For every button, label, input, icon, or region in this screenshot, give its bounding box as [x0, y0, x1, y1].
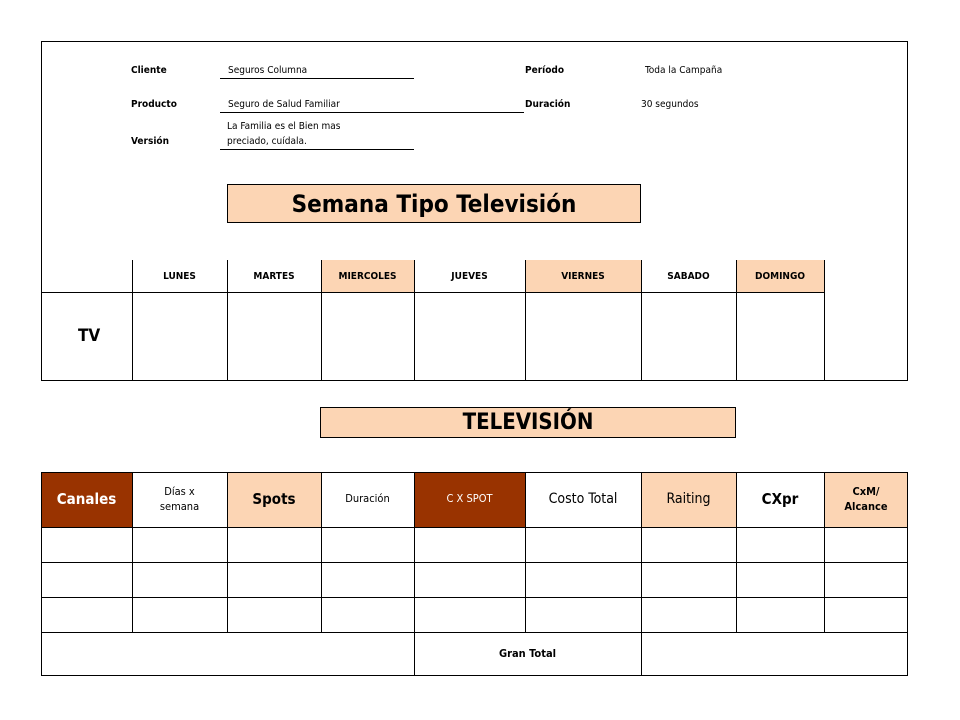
gran-total-label: Gran Total: [498, 647, 557, 660]
day-jueves: JUEVES: [451, 270, 488, 282]
cliente-underline: [220, 78, 414, 79]
header-canales: Canales: [41, 472, 132, 527]
day-grid-top: [41, 292, 825, 293]
header-raiting: Raiting: [641, 472, 736, 527]
periodo-label: Período: [525, 65, 565, 76]
version-underline: [220, 149, 414, 150]
day-viernes: VIERNES: [525, 260, 641, 292]
day-grid-line: [824, 260, 825, 381]
cliente-label: Cliente: [131, 65, 167, 76]
table-grid-line: [41, 675, 908, 676]
table-grid-line: [132, 472, 133, 632]
version-label: Versión: [131, 136, 169, 147]
version-value-line2: preciado, cuídala.: [227, 136, 307, 147]
table-grid-line: [824, 472, 825, 632]
day-lunes: LUNES: [163, 270, 196, 282]
table-grid-line: [321, 472, 322, 632]
duracion-value: 30 segundos: [641, 99, 699, 110]
header-dias-x-semana: Días x semana: [159, 484, 200, 513]
header-cxm-alcance: CxM/ Alcance: [824, 472, 908, 527]
table-grid-line: [41, 472, 908, 473]
duracion-label: Duración: [525, 99, 571, 110]
day-grid-line: [321, 260, 322, 381]
tv-row-label: TV: [78, 326, 101, 346]
header-c-x-spot: C X SPOT: [414, 472, 525, 527]
day-grid-line: [132, 260, 133, 381]
cliente-value: Seguros Columna: [228, 65, 308, 76]
header-duracion: Duración: [345, 492, 390, 506]
day-grid-line: [414, 260, 415, 381]
table-grid-line: [41, 562, 908, 563]
table-grid-line: [736, 472, 737, 632]
table-grid-line: [907, 472, 908, 675]
television-title: TELEVISIÓN: [320, 407, 736, 438]
table-grid-line: [525, 472, 526, 632]
table-grid-line: [41, 527, 908, 528]
day-martes: MARTES: [253, 270, 295, 282]
table-grid-line: [41, 472, 42, 675]
day-grid-line: [736, 260, 737, 381]
table-grid-line: [641, 472, 642, 675]
header-costo-total: Costo Total: [548, 491, 618, 508]
day-grid-line: [227, 260, 228, 381]
producto-label: Producto: [131, 99, 177, 110]
version-value-line1: La Familia es el Bien mas: [227, 121, 341, 132]
table-grid-line: [41, 597, 908, 598]
periodo-value: Toda la Campaña: [645, 65, 723, 76]
header-spots: Spots: [227, 472, 321, 527]
day-miercoles: MIERCOLES: [321, 260, 414, 292]
day-grid-line: [525, 260, 526, 381]
producto-value: Seguro de Salud Familiar: [228, 99, 340, 110]
header-cxpr: CXpr: [761, 490, 799, 509]
day-domingo: DOMINGO: [736, 260, 824, 292]
table-grid-line: [227, 472, 228, 632]
semana-title: Semana Tipo Televisión: [227, 184, 641, 223]
day-sabado: SABADO: [667, 270, 710, 282]
day-grid-line: [641, 260, 642, 381]
producto-underline: [220, 112, 524, 113]
